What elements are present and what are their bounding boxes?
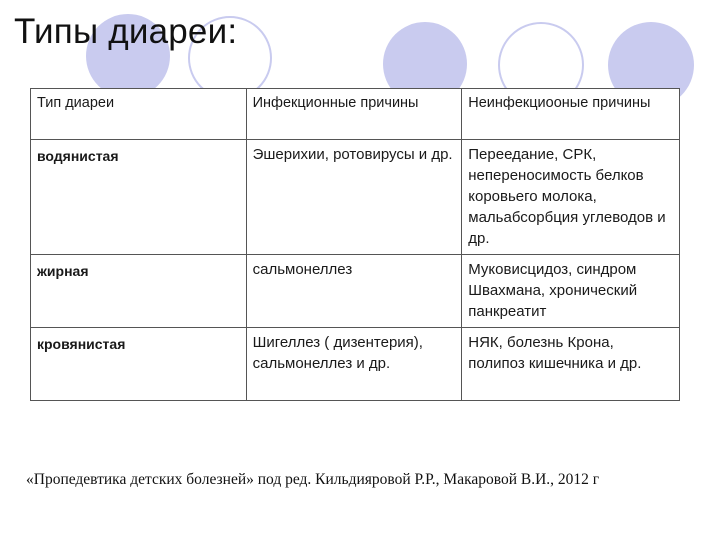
header-infectious: Инфекционные причины (246, 89, 462, 140)
header-type: Тип диареи (31, 89, 247, 140)
row-infectious: Эшерихии, ротовирусы и др. (246, 140, 462, 255)
row-infectious: Шигеллез ( дизентерия), сальмонеллез и др. (246, 328, 462, 401)
diarrhea-types-table (30, 88, 680, 401)
table-row (31, 140, 680, 255)
table-row (31, 328, 680, 401)
row-infectious: сальмонеллез (246, 255, 462, 328)
table-header-row (31, 89, 680, 140)
row-noninfectious: Переедание, СРК, непереносимость белков коровьего молока, мальабсорбция углеводов и др. (462, 140, 680, 255)
table-row (31, 255, 680, 328)
row-type: кровянистая (31, 328, 247, 401)
row-noninfectious: НЯК, болезнь Крона, полипоз кишечника и др. (462, 328, 680, 401)
slide-title: Типы диареи: (14, 12, 238, 51)
row-type: жирная (31, 255, 247, 328)
header-noninfectious: Неинфекциооные причины (462, 89, 680, 140)
row-type: водянистая (31, 140, 247, 255)
source-citation: «Пропедевтика детских болезней» под ред. Кильдияровой Р.Р., Макаровой В.И., 2012 г (26, 471, 600, 488)
row-noninfectious: Муковисцидоз, синдром Швахмана, хронический панкреатит (462, 255, 680, 328)
